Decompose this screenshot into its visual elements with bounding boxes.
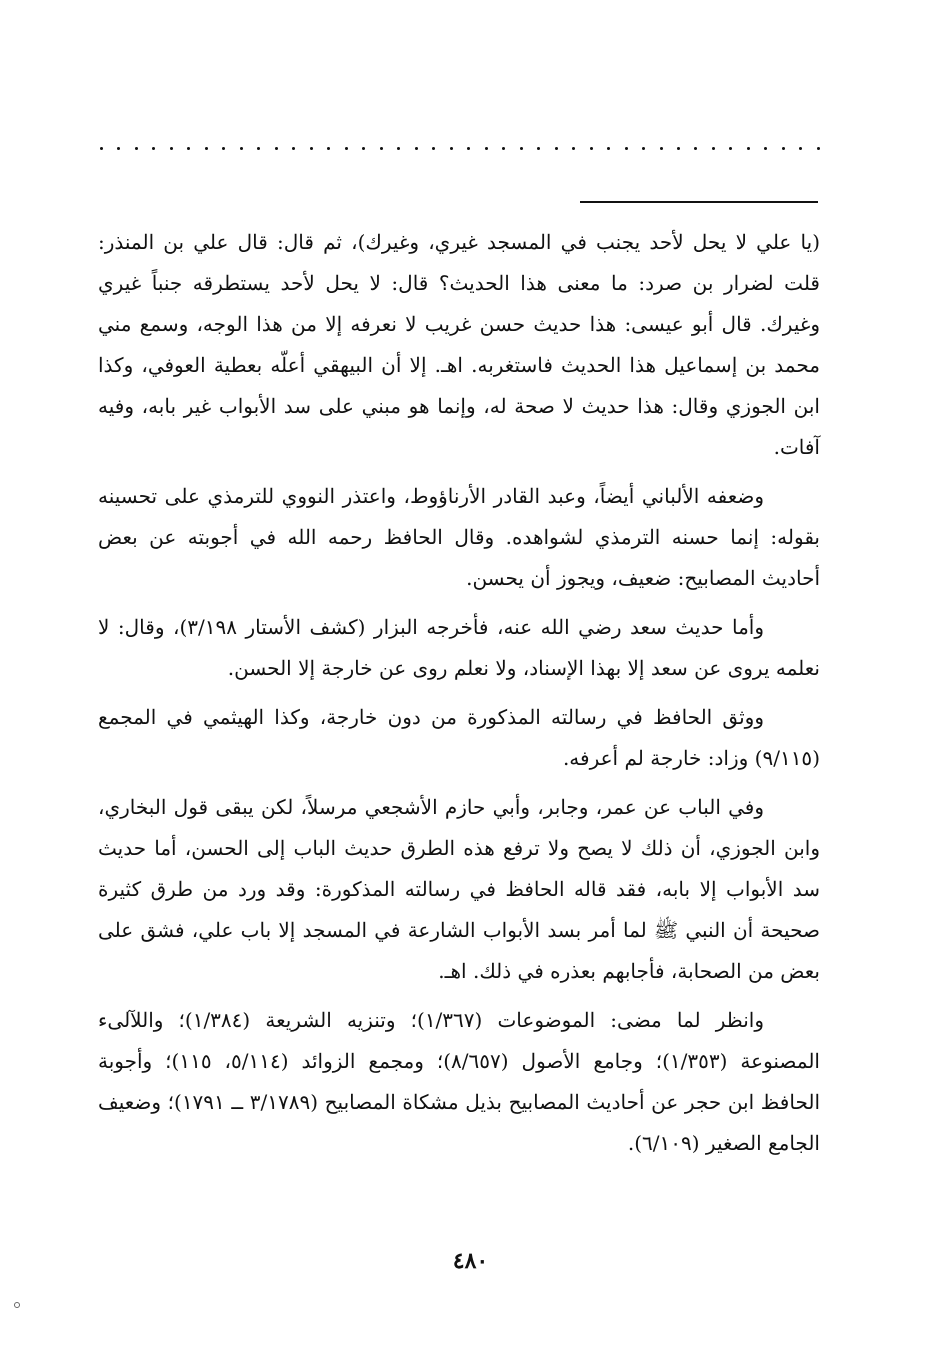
dotted-separator (100, 138, 820, 158)
separator-dot (642, 147, 645, 150)
separator-dot (764, 147, 767, 150)
separator-dot (432, 147, 435, 150)
separator-dot (747, 147, 750, 150)
separator-dot (415, 147, 418, 150)
footnote-paragraph-3: وأما حديث سعد رضي الله عنه، فأخرجه البزار (كشف الأستار ٣/١٩٨)، وقال: لا نعلمه يروى عن سعد إلا بهذا الإسناد، ولا نعلم روى عن خارجة إلا الحسن. (98, 615, 820, 680)
separator-dot (712, 147, 715, 150)
separator-dot (782, 147, 785, 150)
footnote-paragraph-5: وفي الباب عن عمر، وجابر، وأبي حازم الأشجعي مرسلاً، لكن يبقى قول البخاري، وابن الجوزي، أن ذلك لا يصح ولا ترفع هذه الطرق حديث الباب إلى الحسن، أما حديث سد الأبواب إلا بابه، فقد قاله الحافظ في رسالته المذكورة: وقد ورد من طرق كثيرة صحيحة أن النبي ﷺ لما أمر بسد الأبواب الشارعة في المسجد إلا باب علي، فشق على بعض من الصحابة، فأجابهم بعذره في ذلك. اهـ. (98, 795, 821, 983)
separator-dot (660, 147, 663, 150)
separator-dot (380, 147, 383, 150)
separator-dot (152, 147, 155, 150)
separator-dot (117, 147, 120, 150)
separator-dot (467, 147, 470, 150)
separator-dot (799, 147, 802, 150)
scan-speck (14, 1302, 20, 1308)
separator-dot (537, 147, 540, 150)
footnote-paragraph-1: (يا علي لا يحل لأحد يجنب في المسجد غيري، وغيرك)، ثم قال: قال علي بن المنذر: قلت لضرار بن صرد: ما معنى هذا الحديث؟ قال: لا يحل لأحد يستطرقه جنباً غيري وغيرك. قال أبو عيسى: هذا حديث حسن غريب لا نعرفه إلا من هذا الوجه، وسمع مني محمد بن إسماعيل هذا الحديث فاستغربه. اهـ. إلا أن البيهقي أعلّه بعطية العوفي، وكذا ابن الجوزي وقال: هذا حديث لا صحة له، وإنما هو مبني على سد الأبواب غير بابه، وفيه آفات. (98, 230, 820, 459)
separator-dot (625, 147, 628, 150)
separator-dot (485, 147, 488, 150)
separator-dot (694, 147, 697, 150)
page-number: ٤٨٠ (452, 1248, 489, 1274)
separator-dot (397, 147, 400, 150)
separator-dot (292, 147, 295, 150)
separator-dot (362, 147, 365, 150)
footnote-paragraph-4: ووثق الحافظ في رسالته المذكورة من دون خارجة، وكذا الهيثمي في المجمع (٩/١١٥) وزاد: خارجة لم أعرفه. (98, 705, 820, 770)
separator-dot (502, 147, 505, 150)
separator-dot (257, 147, 260, 150)
separator-dot (275, 147, 278, 150)
separator-dot (729, 147, 732, 150)
separator-dot (520, 147, 523, 150)
separator-dot (170, 147, 173, 150)
footnote-body (98, 222, 820, 1172)
separator-dot (555, 147, 558, 150)
separator-dot (345, 147, 348, 150)
footnote-paragraph-2: وضعفه الألباني أيضاً، وعبد القادر الأرناؤوط، واعتذر النووي للترمذي على تحسينه بقوله: إنما حسنه الترمذي لشواهده. وقال الحافظ رحمه الله في أجوبته عن بعض أحاديث المصابيح: ضعيف، ويجوز أن يحسن. (98, 484, 820, 590)
separator-dot (240, 147, 243, 150)
separator-dot (187, 147, 190, 150)
footnote-rule (580, 201, 818, 203)
separator-dot (590, 147, 593, 150)
separator-dot (817, 147, 820, 150)
separator-dot (327, 147, 330, 150)
separator-dot (205, 147, 208, 150)
separator-dot (677, 147, 680, 150)
separator-dot (222, 147, 225, 150)
separator-dot (607, 147, 610, 150)
footnote-paragraph-6: وانظر لما مضى: الموضوعات (١/٣٦٧)؛ وتنزيه الشريعة (١/٣٨٤)؛ واللآلىء المصنوعة (١/٣٥٣)؛ وجامع الأصول (٨/٦٥٧)؛ ومجمع الزوائد (٥/١١٤، ١١٥)؛ وأجوبة الحافظ ابن حجر عن أحاديث المصابيح بذيل مشكاة المصابيح (٣/١٧٨٩ ــ ١٧٩١)؛ وضعيف الجامع الصغير (٦/١٠٩). (98, 1008, 821, 1155)
separator-dot (310, 147, 313, 150)
separator-dot (100, 147, 103, 150)
separator-dot (450, 147, 453, 150)
separator-dot (135, 147, 138, 150)
separator-dot (572, 147, 575, 150)
